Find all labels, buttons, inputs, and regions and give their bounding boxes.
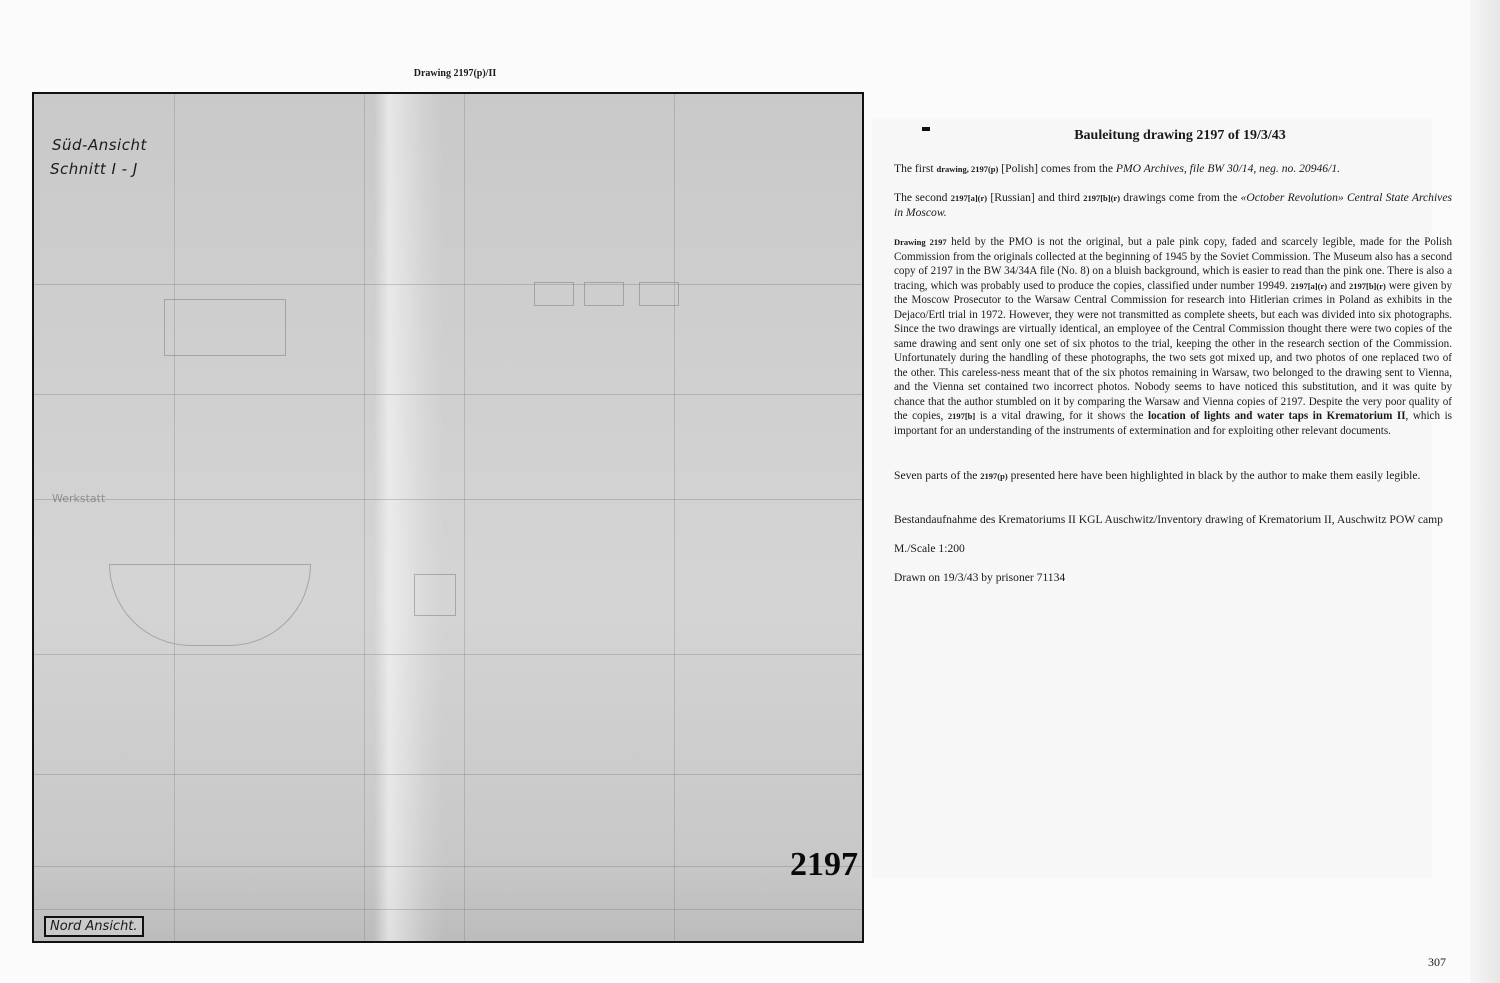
- text-run: and: [1327, 279, 1349, 292]
- north-view-label: Nord Ansicht.: [44, 916, 144, 937]
- text-run: [Polish] comes from the: [998, 162, 1116, 175]
- plate-gridline: [34, 499, 862, 500]
- paragraph-drawn-by: Drawn on 19/3/43 by prisoner 71134: [894, 571, 1066, 584]
- text-run: drawings come from the: [1120, 191, 1241, 204]
- drawing-number: 2197: [790, 846, 858, 883]
- drawing-ref: 2197[b]: [947, 411, 976, 421]
- text-run: presented here have been highlighted in black by the author to make them easily legible.: [1007, 469, 1421, 482]
- faint-drawing-detail: [414, 574, 456, 616]
- text-run: The first: [894, 162, 937, 175]
- plate-gridline: [364, 94, 365, 941]
- drawing-plate: [32, 92, 864, 943]
- plate-gridline: [34, 866, 862, 867]
- plate-gridline: [464, 94, 465, 941]
- text-run: were given by the Moscow Prosecutor to the Warsaw Central Commission for research into Hitlerian crimes in Poland as exhibits in the Dejaco/Ertl trial in 1972. However, they were not transmitted as complete sheets, but each was divided into six photographs. Since the two drawings are virtually identical, an employee of the Central Commission thought there were two copies of the same drawing and sent only one set of six photos to the trial, keeping the other in the research section of the Commission. Unfortunately during the handling of these photographs, the two sets got mixed up, and two photos of one replaced two of the other. This careless-ness meant that of the six photos remaining in Warsaw, two belonged to the drawing sent to Vienna, and the Vienna set contained two incorrect photos. Nobody seems to have noticed this substitution, and it was quite by chance that the author stumbled on it by comparing the Warsaw and Vienna copies of 2197. Despite the very poor quality of the copies,: [894, 279, 1452, 422]
- archive-ref: «October Revolution» Central State Archives in Moscow.: [894, 191, 1452, 219]
- text-run: , which is important for an understanding of the instruments of extermination and for exploiting other relevant documents.: [894, 410, 1452, 437]
- page-number: 307: [1428, 955, 1446, 969]
- paragraph-first-drawing: [894, 162, 1452, 177]
- faint-drawing-detail: [639, 282, 679, 306]
- plate-gridline: [174, 94, 175, 941]
- south-view-label: Süd-Ansicht: [52, 136, 147, 154]
- faint-drawing-detail: [109, 564, 311, 646]
- faint-drawing-detail: [584, 282, 624, 306]
- drawing-ref: Drawing 2197: [894, 237, 947, 247]
- article-heading: Bauleitung drawing 2197 of 19/3/43: [1074, 128, 1286, 143]
- paragraph-second-third-drawings: [894, 191, 1452, 220]
- faint-drawing-detail: [164, 299, 286, 356]
- faint-drawing-detail: [534, 282, 574, 306]
- plate-gridline: [34, 284, 862, 285]
- text-run: The second: [894, 191, 951, 204]
- plate-gridline: [674, 94, 675, 941]
- plate-gridline: [34, 654, 862, 655]
- paragraph-history: [894, 235, 1452, 438]
- text-run: [Russian] and third: [987, 191, 1084, 204]
- text-run: Seven parts of the: [894, 469, 981, 482]
- plate-gridline: [34, 774, 862, 775]
- drawing-ref: 2197[a](r): [1290, 280, 1328, 291]
- text-panel-background: [872, 118, 1432, 878]
- drawing-caption: Drawing 2197(p)/II: [413, 68, 497, 79]
- plate-gridline: [34, 909, 862, 910]
- archive-ref: PMO Archives, file BW 30/14, neg. no. 20946/1.: [1115, 162, 1341, 175]
- drawing-ref: drawing, 2197(p): [936, 164, 999, 174]
- drawing-ref: 2197[a](r): [950, 193, 988, 203]
- page-edge-shade: [1470, 0, 1500, 983]
- drawing-ref: 2197(p): [980, 471, 1008, 481]
- plate-gridline: [34, 394, 862, 395]
- drawing-ref: 2197[b](r): [1083, 193, 1121, 203]
- emphasis-text: location of lights and water taps in Krematorium II: [1148, 410, 1406, 422]
- drawing-ref: 2197[b](r): [1349, 280, 1386, 291]
- text-run: is a vital drawing, for it shows the: [975, 410, 1149, 422]
- paragraph-highlighted-parts: [894, 469, 1452, 484]
- text-run: held by the PMO is not the original, but a pale pink copy, faded and scarcely legible, made for the Polish Commission from the originals collected at the beginning of 1945 by the Soviet Commission. The Museum also has a second copy of 2197 in the BW 34/34A file (No. 8) on a bluish background, which is easier to read than the pink one. There is also a tracing, which was probably used to produce the copies, classified under number 19949.: [894, 236, 1452, 292]
- faint-room-label: Werkstatt: [52, 492, 106, 505]
- paragraph-scale: M./Scale 1:200: [894, 542, 965, 555]
- paragraph-inventory-title: Bestandaufnahme des Krematoriums II KGL Auschwitz/Inventory drawing of Krematorium II, Auschwitz POW camp: [894, 513, 1443, 526]
- section-label: Schnitt I - J: [50, 160, 138, 178]
